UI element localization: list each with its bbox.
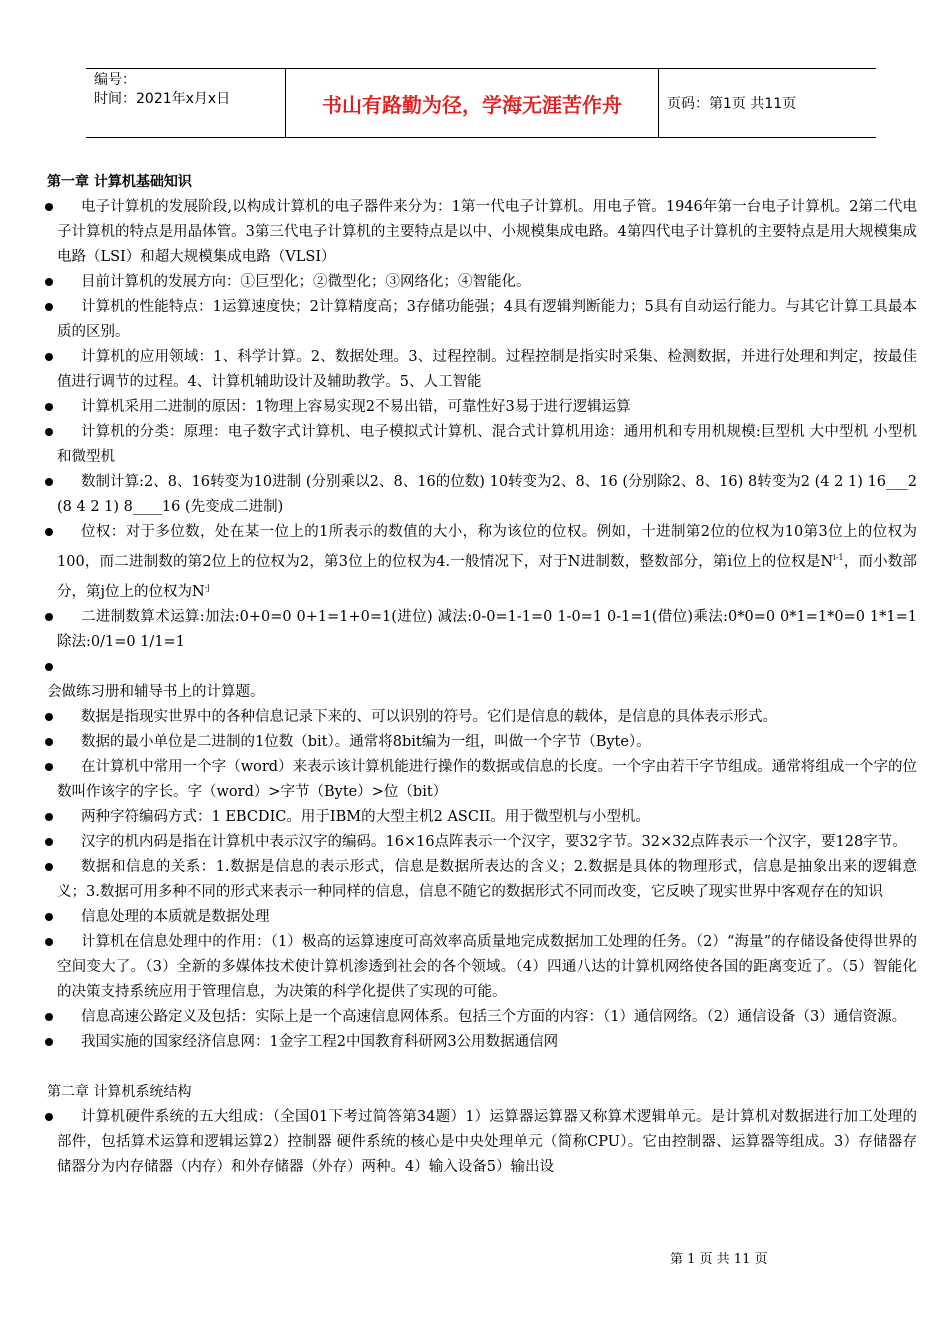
page-header (86, 68, 876, 138)
list-item: 计算机采用二进制的原因：1物理上容易实现2不易出错，可靠性好3易于进行逻辑运算 (47, 395, 917, 420)
bullet-icon (45, 813, 53, 821)
bullet-icon (45, 713, 53, 721)
chapter-2-title: 第二章 计算机系统结构 (47, 1083, 192, 1100)
bullet-icon (45, 763, 53, 771)
list-item: 我国实施的国家经济信息网：1金字工程2中国教育科研网3公用数据通信网 (47, 1030, 917, 1055)
bullet-icon (45, 428, 53, 436)
header-page-info: 页码：第1页 共11页 (667, 96, 797, 112)
bullet-icon (45, 1038, 53, 1046)
header-meta (86, 69, 286, 137)
bullet-icon (45, 613, 53, 621)
list-item: 数据和信息的关系：1.数据是信息的表示形式，信息是数据所表达的含义；2.数据是具体的物理形式，信息是抽象出来的逻辑意义；3.数据可用多种不同的形式来表示一种同样的信息，信息不随它的数据形式不同而改变，它反映了现实世界中客观存在的知识 (47, 855, 917, 905)
list-item: 计算机的性能特点：1运算速度快；2计算精度高；3存储功能强；4具有逻辑判断能力；5具有自动运行能力。与其它计算工具最本质的区别。 (47, 295, 917, 345)
list-item: 信息高速公路定义及包括：实际上是一个高速信息网体系。包括三个方面的内容：（1）通信网络。（2）通信设备（3）通信资源。 (47, 1005, 917, 1030)
list-item: 计算机的分类：原理：电子数字式计算机、电子模拟式计算机、混合式计算机用途：通用机和专用机规模:巨型机 大中型机 小型机和微型机 (47, 420, 917, 470)
list-item: 汉字的机内码是指在计算机中表示汉字的编码。16×16点阵表示一个汉字，要32字节。32×32点阵表示一个汉字，要128字节。 (47, 830, 917, 855)
page-footer: 第 1 页 共 11 页 (670, 1252, 768, 1267)
list-item: 计算机硬件系统的五大组成：（全国01下考过简答第34题）1）运算器运算器又称算术逻辑单元。是计算机对数据进行加工处理的部件，包括算术运算和逻辑运算2）控制器 硬件系统的核心是中央处理单元（简称CPU）。它由控制器、运算器等组成。3）存储器存储器分为内存储器（内存）和外存储器（外存）两种。4）输入设备5）输出设 (47, 1105, 917, 1180)
bullet-icon (45, 663, 53, 671)
exercise-note: 会做练习册和辅导书上的计算题。 (47, 683, 265, 700)
bullet-icon (45, 403, 53, 411)
bullet-icon (45, 478, 53, 486)
list-item: 两种字符编码方式：1 EBCDIC。用于IBM的大型主机2 ASCII。用于微型机与小型机。 (47, 805, 917, 830)
list-item: 计算机在信息处理中的作用：（1）极高的运算速度可高效率高质量地完成数据加工处理的任务。（2）“海量”的存储设备使得世界的空间变大了。（3）全新的多媒体技术使计算机渗透到社会的各个领域。（4）四通八达的计算机网络使各国的距离变近了。（5）智能化的决策支持系统应用于管理信息，为决策的科学化提供了实现的可能。 (47, 930, 917, 1005)
list-item: 计算机的应用领域：1、科学计算。2、数据处理。3、过程控制。过程控制是指实时采集、检测数据，并进行处理和判定，按最佳值进行调节的过程。4、计算机辅助设计及辅助教学。5、人工智能 (47, 345, 917, 395)
document-body (47, 170, 917, 1180)
bullet-icon (45, 278, 53, 286)
list-item: 电子计算机的发展阶段,以构成计算机的电子器件来分为：1第一代电子计算机。用电子管。1946年第一台电子计算机。2第二代电子计算机的特点是用晶体管。3第三代电子计算机的主要特点是以中、小规模集成电路。4第四代电子计算机的主要特点是用大规模集成电路（LSI）和超大规模集成电路（VLSI） (47, 195, 917, 270)
list-item: 数据是指现实世界中的各种信息记录下来的、可以识别的符号。它们是信息的载体，是信息的具体表示形式。 (47, 705, 917, 730)
bullet-icon (45, 863, 53, 871)
list-item: 信息处理的本质就是数据处理 (47, 905, 917, 930)
chapter-1-title: 第一章 计算机基础知识 (47, 174, 192, 190)
list-item: 目前计算机的发展方向：①巨型化；②微型化；③网络化；④智能化。 (47, 270, 917, 295)
list-item: 位权：对于多位数，处在某一位上的1所表示的数值的大小，称为该位的位权。例如，十进制第2位的位权为10第3位上的位权为100，而二进制数的第2位上的位权为2，第3位上的位权为4.一般情况下，对于N进制数，整数部分，第i位上的位权是$N^{i-1}$，而小数部分，第j位上的位权为$N^{-j}$ (47, 520, 917, 605)
doc-code-label: 编号： (94, 72, 136, 88)
bullet-icon (45, 528, 53, 536)
bullet-icon (45, 203, 53, 211)
bullet-icon (45, 913, 53, 921)
bullet-icon (45, 303, 53, 311)
list-item: 数据的最小单位是二进制的1位数（bit）。通常将8bit编为一组，叫做一个字节（Byte）。 (47, 730, 917, 755)
header-motto: 书山有路勤为径，学海无涯苦作舟 (286, 69, 659, 137)
list-item: 在计算机中常用一个字（word）来表示该计算机能进行操作的数据或信息的长度。一个字由若干字节组成。通常将组成一个字的位数叫作该字的字长。字（word）>字节（Byte）>位（bit） (47, 755, 917, 805)
section-spacer (47, 1055, 917, 1080)
bullet-icon (45, 938, 53, 946)
superscript-i: i-1 (833, 553, 844, 562)
bullet-icon (45, 738, 53, 746)
doc-time-label: 时间：2021年x月x日 (94, 91, 231, 107)
superscript-j: -j (204, 582, 210, 592)
bullet-icon (45, 1113, 53, 1121)
list-item (47, 655, 917, 680)
list-item: 二进制数算术运算:加法:0+0=0 0+1=1+0=1(进位) 减法:0-0=1-1=0 1-0=1 0-1=1(借位)乘法:0*0=0 0*1=1*0=0 1*1=1 除法:0/1=0 1/1=1 (47, 605, 917, 655)
bullet-icon (45, 838, 53, 846)
bullet-icon (45, 1013, 53, 1021)
bullet-icon (45, 353, 53, 361)
list-item: 数制计算:2、8、16转变为10进制 (分别乘以2、8、16的位数) 10转变为2、8、16 (分别除2、8、16) 8转变为2 (4 2 1) 16___2 (8 4 2 1) 8____16 (先变成二进制) (47, 470, 917, 520)
